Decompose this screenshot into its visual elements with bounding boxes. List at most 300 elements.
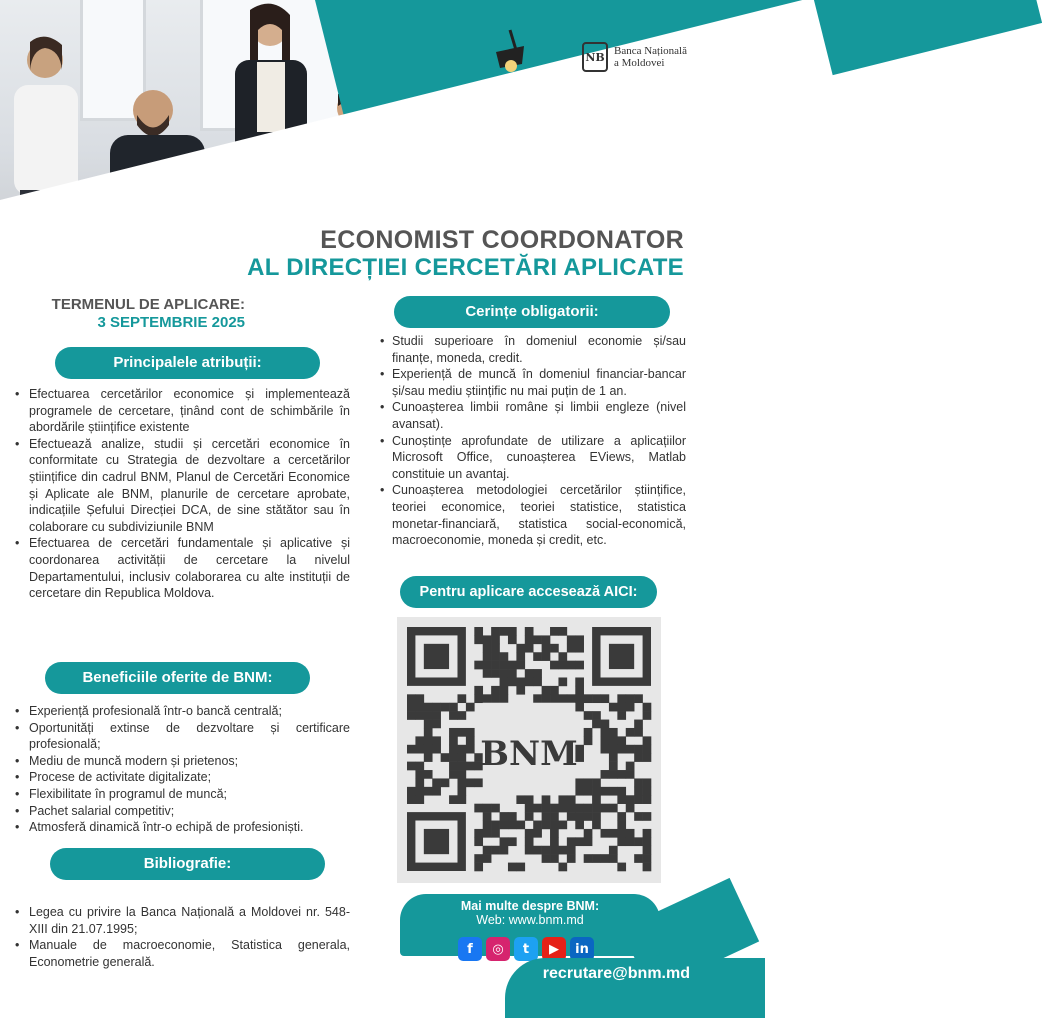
qr-module [474,694,483,703]
list-item: • Cunoștințe aprofundate de utilizare a aplicațiilor Microsoft Office, cunoașterea EViews, Matlab constituie un avantaj. [380,433,686,483]
youtube-icon[interactable]: ▶ [542,937,566,961]
qr-module [626,804,635,813]
qr-module [542,686,551,695]
email-link[interactable]: recrutare@bnm.md [542,965,690,982]
qr-module [407,694,416,703]
qr-module [634,795,643,804]
benefits-heading: Beneficiile oferite de BNM: [45,662,310,694]
qr-module [550,812,559,821]
qr-module [643,829,652,838]
qr-module [575,778,584,787]
qr-module [424,711,433,720]
qr-module [474,863,483,872]
qr-module [466,745,475,754]
qr-module [491,846,500,855]
qr-module [424,753,433,762]
qr-module [609,745,618,754]
qr-code[interactable] [397,617,661,883]
list-item: • Atmosferă dinamică într-o echipă de profesioniști. [15,819,350,836]
qr-module [424,745,433,754]
qr-module [643,753,652,762]
qr-module [617,736,626,745]
list-item: • Mediu de muncă modern și prietenos; [15,753,350,770]
qr-module [457,762,466,771]
apply-link[interactable]: Pentru aplicare accesează AICI: [400,576,657,608]
qr-module [550,804,559,813]
qr-module [516,644,525,653]
qr-module [626,762,635,771]
qr-module [525,635,534,644]
job-title-line1: ECONOMIST COORDONATOR [320,226,684,254]
qr-module [550,854,559,863]
qr-module [584,736,593,745]
qr-module [500,686,509,695]
qr-module [432,745,441,754]
qr-module [592,720,601,729]
qr-module [617,829,626,838]
qr-module [516,677,525,686]
qr-module [432,778,441,787]
qr-module [457,711,466,720]
qr-module [575,804,584,813]
qr-module [432,736,441,745]
qr-module [617,787,626,796]
qr-module [525,804,534,813]
twitter-icon[interactable]: t [514,937,538,961]
application-deadline [25,296,245,332]
qr-module [525,627,534,636]
qr-module [626,795,635,804]
qr-module [457,753,466,762]
qr-module [643,703,652,712]
qr-module [533,669,542,678]
more-about-label: Mai multe despre BNM: [460,899,600,913]
qr-module [424,720,433,729]
qr-module [525,677,534,686]
duties-list [15,386,350,602]
qr-module [457,728,466,737]
qr-module [491,644,500,653]
qr-module [626,745,635,754]
qr-module [592,812,601,821]
qr-module [584,837,593,846]
qr-module [483,652,492,661]
qr-module [558,863,567,872]
website-link[interactable]: Web: www.bnm.md [476,913,584,927]
qr-module [525,829,534,838]
qr-module [592,778,601,787]
qr-module [584,694,593,703]
qr-module [617,837,626,846]
qr-module [457,778,466,787]
qr-module [575,703,584,712]
qr-module [516,652,525,661]
requirements-heading: Cerințe obligatorii: [394,296,670,328]
qr-module [516,863,525,872]
qr-module [432,711,441,720]
qr-module [415,736,424,745]
qr-module [483,821,492,830]
qr-module [592,795,601,804]
duties-heading: Principalele atribuții: [55,347,320,379]
qr-module [592,694,601,703]
qr-module [617,795,626,804]
qr-module [558,846,567,855]
list-item: • Efectuează analize, studii și cercetări economice în conformitate cu Strategia de dezvoltare a cercetărilor științifice din cadrul BNM, Planul de Cercetări Economice și Aplicate ale BNM, planurile de cercetare aprobate, indicațiile Șefului Direcției DCA, de sine stătător sau în colaborare cu subdiviziunile BNM [15,436,350,536]
list-item: • Experiență de muncă în domeniul financiar-bancar și/sau mediu științific nu mai puțin de 1 an. [380,366,686,399]
qr-module [432,787,441,796]
qr-module [542,854,551,863]
qr-module [500,837,509,846]
qr-module [626,770,635,779]
qr-module [617,711,626,720]
qr-module [550,644,559,653]
qr-module [617,821,626,830]
qr-module [643,795,652,804]
benefits-list [15,703,350,836]
qr-module [407,711,416,720]
qr-module [592,821,601,830]
qr-module [474,829,483,838]
qr-module [415,795,424,804]
qr-module [634,728,643,737]
qr-module [542,694,551,703]
qr-module [483,812,492,821]
qr-module [474,854,483,863]
bnm-monogram-icon: BNM [480,734,578,774]
qr-module [500,652,509,661]
qr-module [483,846,492,855]
qr-module [609,787,618,796]
qr-module [575,686,584,695]
qr-module [609,728,618,737]
qr-module [491,635,500,644]
qr-module [508,812,517,821]
qr-module [601,854,610,863]
qr-module [617,694,626,703]
qr-module [575,644,584,653]
qr-module [415,711,424,720]
list-item: • Manuale de macroeconomie, Statistica generala, Econometrie generală. [15,937,350,970]
qr-module [567,644,576,653]
qr-module [449,770,458,779]
qr-module [542,846,551,855]
qr-module [609,804,618,813]
qr-module [516,661,525,670]
qr-module [424,770,433,779]
list-item: • Experiență profesională într-o bancă centrală; [15,703,350,720]
qr-module [550,846,559,855]
list-item: • Oportunități extinse de dezvoltare și certificare profesională; [15,720,350,753]
qr-module [441,778,450,787]
qr-module [601,736,610,745]
qr-module [584,787,593,796]
qr-module [533,652,542,661]
qr-module [609,846,618,855]
qr-module [609,753,618,762]
qr-module [415,762,424,771]
qr-module [575,677,584,686]
qr-module [634,854,643,863]
qr-module [525,837,534,846]
qr-module [617,863,626,872]
qr-module [550,829,559,838]
qr-module [575,635,584,644]
qr-module [491,652,500,661]
qr-module [542,821,551,830]
qr-module [558,795,567,804]
qr-module [508,669,517,678]
list-item: • Efectuarea cercetărilor economice și implementează programele de cercetare, ținând cont de schimbările în abordările științifice existente [15,386,350,436]
qr-module [626,837,635,846]
list-item: • Studii superioare în domeniul economie și/sau finanțe, moneda, credit. [380,333,686,366]
qr-module [474,804,483,813]
qr-module [516,686,525,695]
bibliography-list [15,904,350,970]
lamp-icon [490,30,530,80]
qr-module [424,703,433,712]
qr-module [466,736,475,745]
qr-module [550,686,559,695]
qr-module [474,837,483,846]
qr-module [584,728,593,737]
qr-module [601,829,610,838]
qr-module [457,745,466,754]
qr-module [491,694,500,703]
qr-module [601,804,610,813]
qr-module [432,720,441,729]
qr-finder [424,644,449,669]
qr-module [609,829,618,838]
qr-module [491,669,500,678]
deadline-label: TERMENUL DE APLICARE: [51,296,245,313]
qr-module [441,703,450,712]
qr-module [592,787,601,796]
qr-module [643,846,652,855]
qr-module [643,863,652,872]
qr-module [626,829,635,838]
qr-module [449,762,458,771]
qr-module [601,745,610,754]
list-item: • Pachet salarial competitiv; [15,803,350,820]
qr-module [575,661,584,670]
qr-module [449,795,458,804]
qr-module [466,762,475,771]
qr-module [415,745,424,754]
qr-module [424,728,433,737]
qr-module [558,804,567,813]
qr-module [550,837,559,846]
qr-module [542,644,551,653]
qr-module [558,652,567,661]
qr-module [415,778,424,787]
qr-module [542,795,551,804]
qr-module [575,812,584,821]
qr-module [634,812,643,821]
instagram-icon[interactable]: ◎ [486,937,510,961]
qr-module [584,812,593,821]
linkedin-icon[interactable]: in [570,937,594,961]
qr-module [508,677,517,686]
qr-module [550,661,559,670]
qr-module [500,812,509,821]
job-title-line2: AL DIRECȚIEI CERCETĂRI APLICATE [247,254,684,281]
qr-module [500,627,509,636]
qr-module [491,661,500,670]
bnm-logo [582,42,687,72]
bnm-monogram-icon: NB [582,42,608,72]
qr-module [542,812,551,821]
qr-module [525,795,534,804]
qr-module [617,703,626,712]
qr-module [508,661,517,670]
qr-module [424,736,433,745]
qr-module [508,821,517,830]
qr-module [609,854,618,863]
qr-module [500,846,509,855]
qr-module [626,703,635,712]
qr-module [508,635,517,644]
qr-module [500,677,509,686]
qr-module [500,821,509,830]
qr-module [407,787,416,796]
qr-module [634,778,643,787]
list-item: • Efectuarea de cercetări fundamentale și aplicative și coordonarea activității de cercetare la nivelul Departamentului, inclusiv colaborarea cu alte instituții de cercetare din Republica Moldova. [15,535,350,601]
qr-module [634,837,643,846]
qr-module [483,644,492,653]
qr-module [491,804,500,813]
qr-module [601,787,610,796]
qr-module [449,728,458,737]
qr-module [643,787,652,796]
qr-finder [609,644,634,669]
qr-module [466,703,475,712]
qr-module [609,703,618,712]
qr-module [567,846,576,855]
qr-module [508,837,517,846]
qr-module [634,787,643,796]
bibliography-heading: Bibliografie: [50,848,325,880]
qr-module [525,812,534,821]
qr-module [617,770,626,779]
qr-module [634,753,643,762]
slogan: CU BNM CREȘTI PROFESIONAL! [432,76,734,171]
job-title [247,226,684,282]
qr-module [558,661,567,670]
qr-module [584,804,593,813]
qr-module [441,753,450,762]
logo-text-line1: Banca Națională [614,45,687,57]
list-item: • Cunoașterea metodologiei cercetărilor științifice, teoriei economice, teoriei statistice, statistica monetar-financiară, statistica social-economică, macroeconomie, moneda și credit, etc. [380,482,686,548]
qr-module [525,644,534,653]
qr-module [533,846,542,855]
qr-module [592,854,601,863]
qr-module [500,669,509,678]
qr-module [558,627,567,636]
qr-module [474,661,483,670]
qr-module [617,812,626,821]
qr-module [457,795,466,804]
qr-module [533,829,542,838]
qr-module [550,694,559,703]
qr-module [407,745,416,754]
qr-module [457,694,466,703]
qr-module [567,837,576,846]
qr-module [575,821,584,830]
qr-module [415,770,424,779]
qr-module [643,837,652,846]
qr-module [567,635,576,644]
qr-module [643,745,652,754]
qr-module [558,677,567,686]
qr-module [424,787,433,796]
qr-code-pattern [407,627,651,871]
qr-module [457,787,466,796]
qr-module [567,795,576,804]
qr-module [558,821,567,830]
qr-module [500,661,509,670]
qr-module [542,804,551,813]
qr-module [533,677,542,686]
list-item: • Procese de activitate digitalizate; [15,769,350,786]
qr-module [601,728,610,737]
qr-module [525,846,534,855]
qr-module [567,812,576,821]
qr-module [567,661,576,670]
logo-text-line2: a Moldovei [614,57,665,69]
qr-module [533,804,542,813]
qr-module [575,787,584,796]
qr-module [542,652,551,661]
qr-module [550,627,559,636]
qr-module [483,854,492,863]
qr-module [558,694,567,703]
qr-module [533,821,542,830]
qr-module [533,694,542,703]
qr-module [483,829,492,838]
qr-module [474,635,483,644]
qr-module [483,669,492,678]
qr-module [491,686,500,695]
qr-module [449,736,458,745]
qr-module [592,711,601,720]
qr-module [483,635,492,644]
qr-module [643,778,652,787]
qr-module [550,821,559,830]
qr-module [466,728,475,737]
qr-module [601,694,610,703]
facebook-icon[interactable]: f [458,937,482,961]
qr-module [415,703,424,712]
qr-module [415,787,424,796]
qr-module [516,821,525,830]
qr-module [483,661,492,670]
qr-module [601,770,610,779]
qr-module [474,778,483,787]
qr-module [407,762,416,771]
qr-module [491,829,500,838]
list-item: • Flexibilitate în programul de muncă; [15,786,350,803]
qr-module [643,736,652,745]
qr-module [643,711,652,720]
qr-module [634,694,643,703]
qr-module [449,753,458,762]
qr-module [483,804,492,813]
qr-module [491,627,500,636]
qr-module [584,778,593,787]
qr-module [415,694,424,703]
qr-module [508,863,517,872]
